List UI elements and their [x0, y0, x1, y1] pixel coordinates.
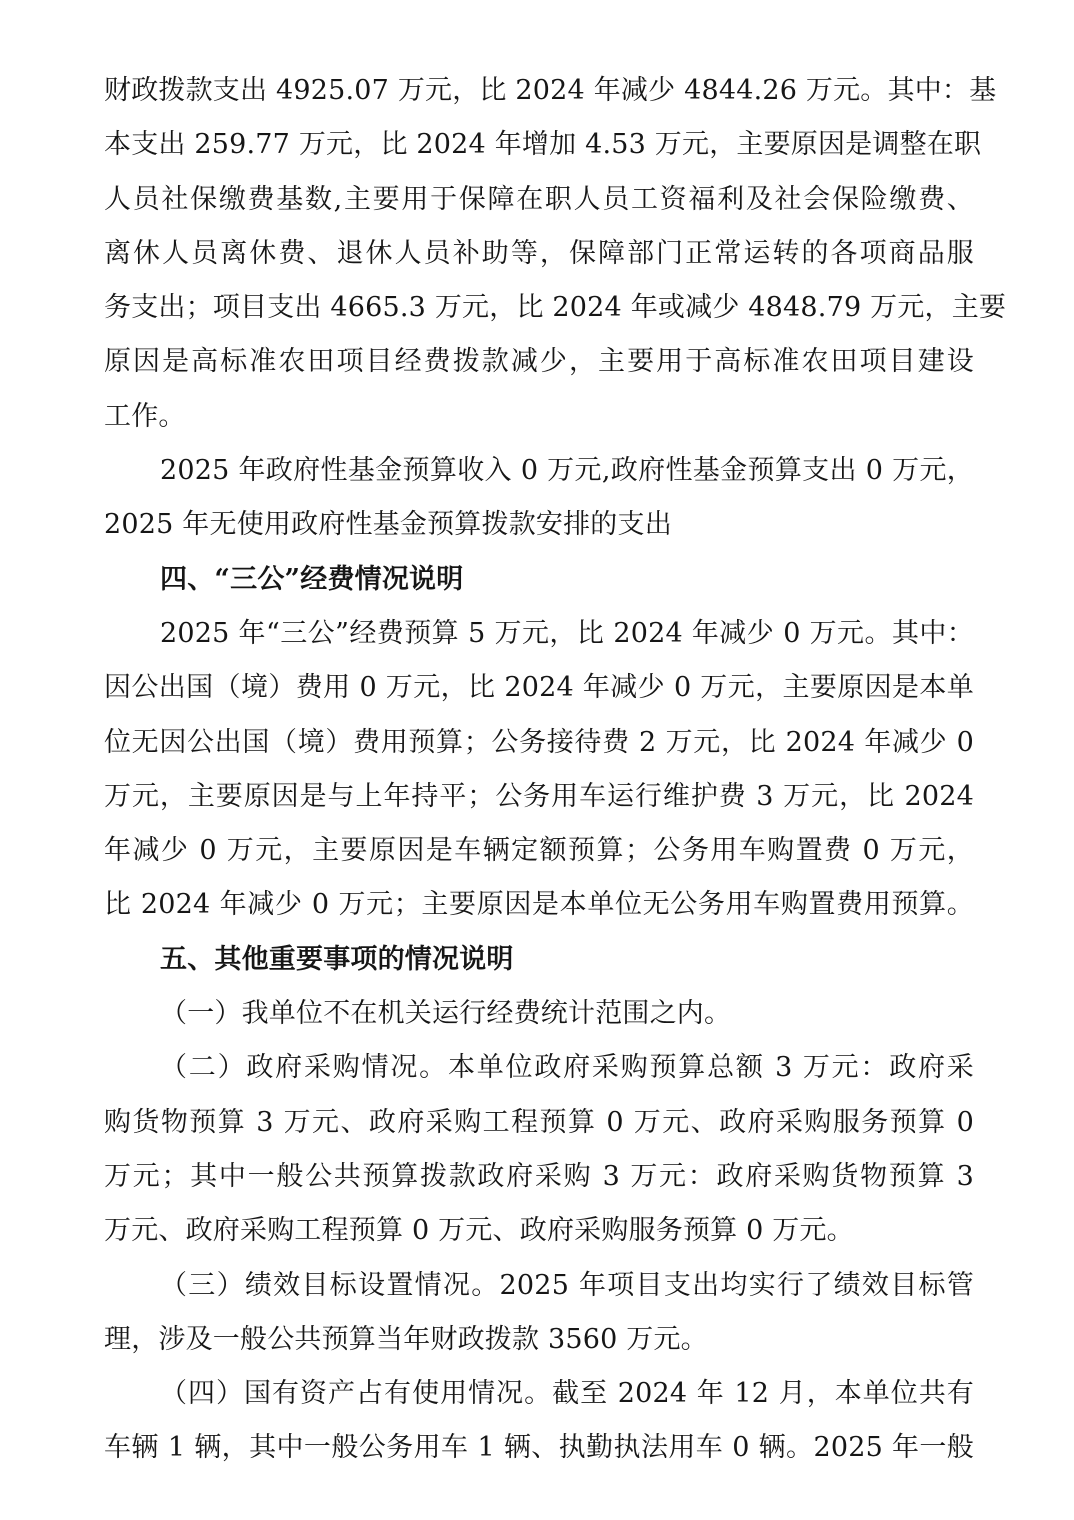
- section-heading: 五、其他重要事项的情况说明: [160, 943, 514, 975]
- text-line: 车辆 1 辆，其中一般公务用车 1 辆、执勤执法用车 0 辆。2025 年一般: [104, 1432, 974, 1464]
- text-line: 离休人员离休费、退休人员补助等，保障部门正常运转的各项商品服: [104, 237, 974, 269]
- text-line: 购货物预算 3 万元、政府采购工程预算 0 万元、政府采购服务预算 0: [104, 1106, 974, 1138]
- text-line: （四）国有资产占有使用情况。截至 2024 年 12 月，本单位共有: [160, 1378, 974, 1410]
- text-line: 万元，主要原因是与上年持平；公务用车运行维护费 3 万元，比 2024: [104, 780, 974, 812]
- text-line: 工作。: [104, 400, 186, 432]
- text-line: 万元、政府采购工程预算 0 万元、政府采购服务预算 0 万元。: [104, 1215, 854, 1247]
- text-line: （一）我单位不在机关运行经费统计范围之内。: [160, 998, 732, 1030]
- text-line: 财政拨款支出 4925.07 万元，比 2024 年减少 4844.26 万元。其中：基: [104, 75, 997, 106]
- text-line: 2025 年“三公”经费预算 5 万元，比 2024 年减少 0 万元。其中：: [160, 617, 974, 649]
- text-line: 2025 年无使用政府性基金预算拨款安排的支出: [104, 509, 672, 541]
- document-body: [104, 64, 1007, 1476]
- text-line: 人员社保缴费基数,主要用于保障在职人员工资福利及社会保险缴费、: [104, 183, 974, 215]
- text-line: （二）政府采购情况。本单位政府采购预算总额 3 万元：政府采: [160, 1052, 974, 1084]
- text-line: 年减少 0 万元，主要原因是车辆定额预算；公务用车购置费 0 万元，: [104, 835, 974, 867]
- text-line: 2025 年政府性基金预算收入 0 万元,政府性基金预算支出 0 万元，: [160, 455, 974, 487]
- text-line: 务支出；项目支出 4665.3 万元，比 2024 年或减少 4848.79 万元，主要: [104, 292, 1007, 324]
- text-line: 理，涉及一般公共预算当年财政拨款 3560 万元。: [104, 1323, 708, 1355]
- text-line: （三）绩效目标设置情况。2025 年项目支出均实行了绩效目标管: [160, 1269, 974, 1301]
- text-line: 因公出国（境）费用 0 万元，比 2024 年减少 0 万元，主要原因是本单: [104, 672, 974, 704]
- text-line: 原因是高标准农田项目经费拨款减少，主要用于高标准农田项目建设: [104, 346, 974, 378]
- text-line: 位无因公出国（境）费用预算；公务接待费 2 万元，比 2024 年减少 0: [104, 726, 974, 758]
- section-heading: 四、“三公”经费情况说明: [160, 563, 464, 595]
- text-line: 本支出 259.77 万元，比 2024 年增加 4.53 万元，主要原因是调整在职: [104, 129, 982, 161]
- text-line: 万元；其中一般公共预算拨款政府采购 3 万元：政府采购货物预算 3: [104, 1160, 974, 1192]
- text-line: 比 2024 年减少 0 万元；主要原因是本单位无公务用车购置费用预算。: [104, 889, 974, 921]
